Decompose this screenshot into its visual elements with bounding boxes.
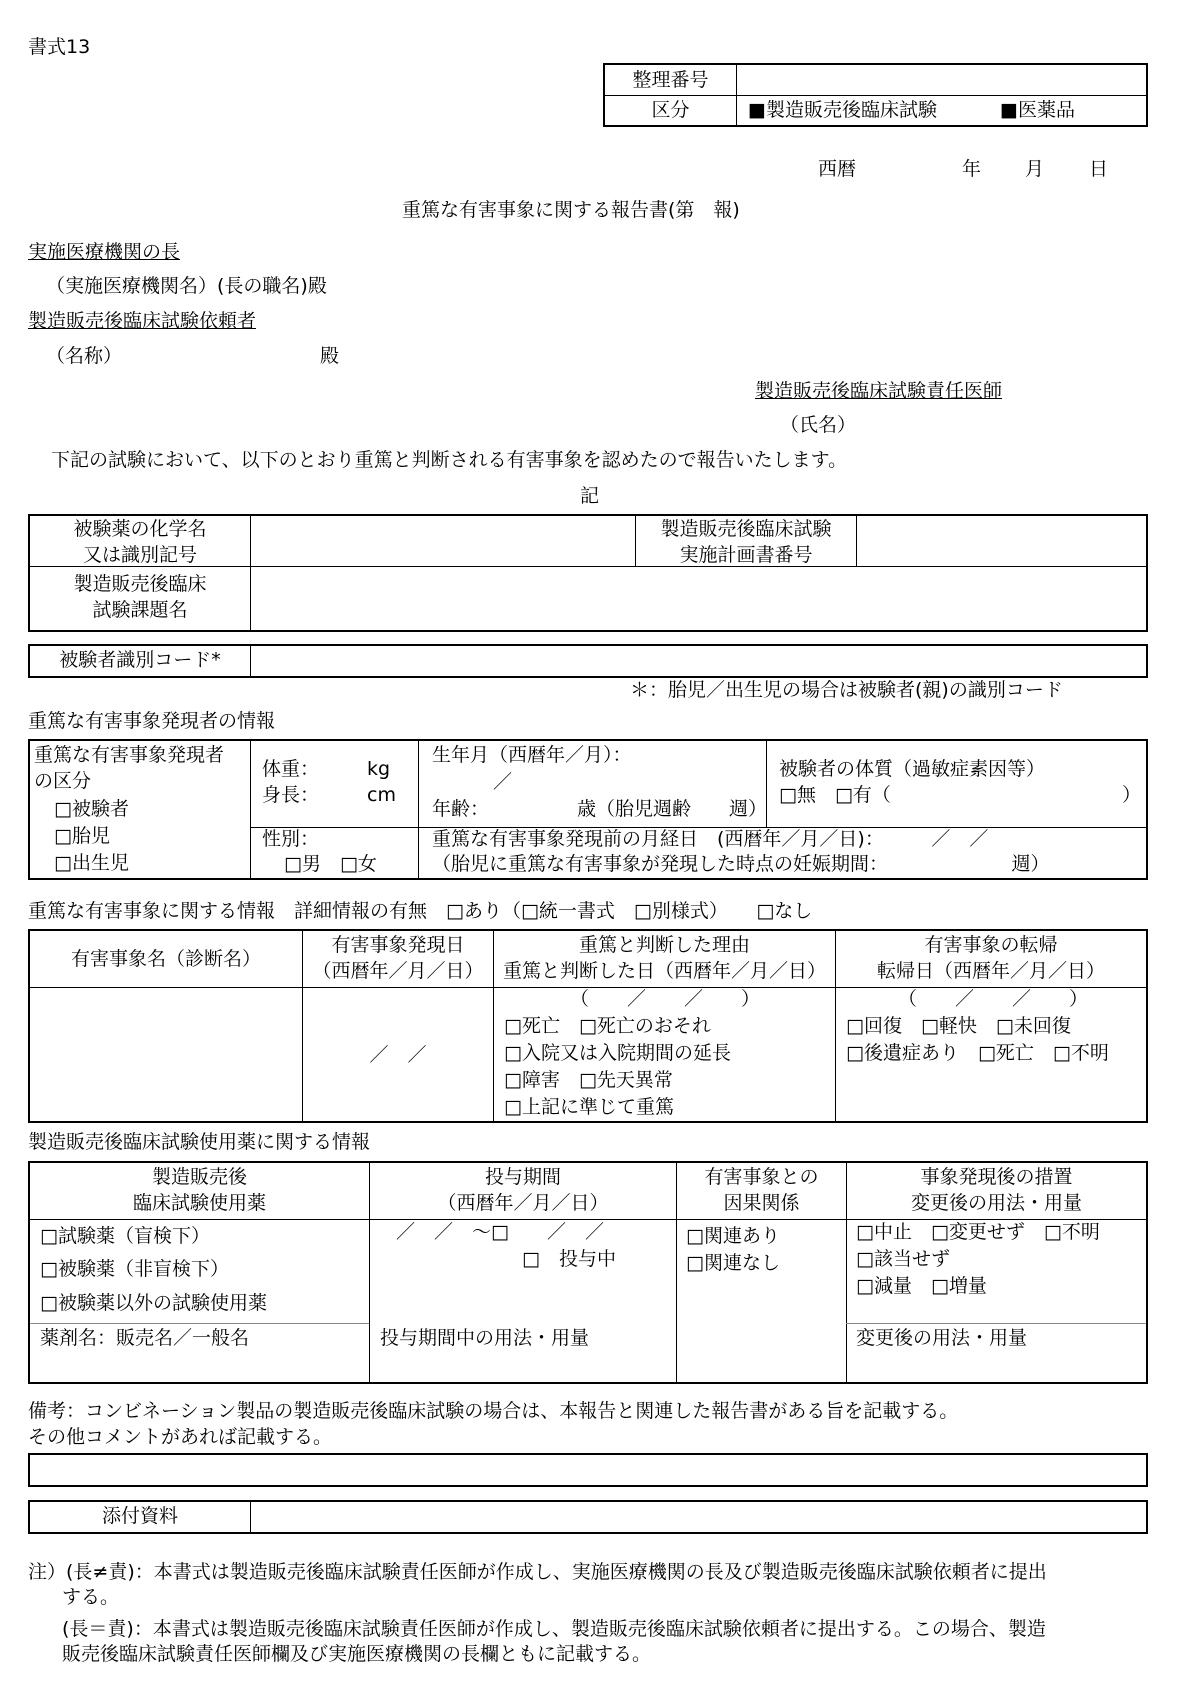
causality-unrelated[interactable]: □関連なし [686,1252,780,1274]
attachment-field[interactable] [252,1503,1144,1531]
drug-type-blinded[interactable]: □試験薬（盲検下） [40,1225,210,1247]
date-month: 月 [1025,158,1045,180]
ref-label: 整理番号 [632,69,709,91]
sex-label: 性別： [262,828,320,850]
action-header: 事象発現後の措置 変更後の用法・用量 [910,1166,1082,1214]
action-options-1[interactable]: □中止 □変更せず □不明 [856,1221,1100,1243]
intro-text: 下記の試験において、以下のとおり重篤と判断される有害事象を認めたので報告いたします。 [51,449,848,471]
birth-slash: ／ [493,771,513,793]
weight-unit: kg [367,758,391,780]
date-era: 西暦 [818,158,857,180]
drug-name-field[interactable] [252,518,632,564]
drug-name-label: 被験薬の化学名 又は識別記号 [73,518,207,566]
reporter-label: 製造販売後臨床試験責任医師 [755,380,1003,402]
attachment-table [28,1500,1148,1534]
reason-disability[interactable]: □障害 □先天異常 [504,1069,673,1091]
constitution-options[interactable]: □無 □有（ [779,784,891,806]
form-number: 書式13 [28,36,91,58]
subject-type-newborn[interactable]: □出生児 [54,852,129,874]
reason-death[interactable]: □死亡 □死亡のおそれ [504,1015,711,1037]
subject-type-fetus[interactable]: □胎児 [54,825,110,847]
subject-type-label: 重篤な有害事象発現者 の区分 [34,744,225,792]
pregnancy-period: （胎児に重篤な有害事象が発現した時点の妊娠期間： 週） [432,853,1050,875]
age-unit: 歳（胎児週齢 週） [577,798,768,820]
subject-code-label: 被験者識別コード* [59,649,221,671]
date-day: 日 [1089,158,1109,180]
ki-mark: 記 [580,485,600,507]
onset-header: 有害事象発現日 （西暦年／月／日） [312,934,484,982]
outcome-header: 有害事象の転帰 転帰日（西暦年／月／日） [876,934,1105,982]
period-ongoing[interactable]: □ 投与中 [522,1248,616,1270]
drug-type-other[interactable]: □被験薬以外の試験使用薬 [40,1292,267,1314]
sponsor-label: 製造販売後臨床試験依頼者 [28,310,257,332]
action-options-3[interactable]: □減量 □増量 [856,1275,987,1297]
remarks-line-2: その他コメントがあれば記載する。 [28,1426,333,1448]
category-value-trial: ■製造販売後臨床試験 [748,99,937,121]
event-name-header: 有害事象名（診断名） [70,948,261,970]
constitution-label: 被験者の体質（過敏症素因等） [779,758,1046,780]
dose-during-label: 投与期間中の用法・用量 [380,1327,590,1349]
subject-code-table [28,644,1148,678]
drug-table [28,1161,1148,1384]
drug-type-open[interactable]: □被験薬（非盲検下） [40,1258,229,1280]
trial-title-field[interactable] [252,568,1144,628]
outcome-options-2[interactable]: □後遺症あり □死亡 □不明 [846,1042,1109,1064]
subject-code-field[interactable] [252,647,1144,675]
period-header: 投与期間 （西暦年／月／日） [437,1166,609,1214]
note-1-cont: する。 [62,1586,120,1608]
protocol-field[interactable] [858,518,1144,564]
drug-name-label: 薬剤名：販売名／一般名 [40,1327,250,1349]
sex-options[interactable]: □男 □女 [284,853,377,875]
trial-drug-header: 製造販売後 臨床試験使用薬 [132,1166,266,1214]
trial-title-label: 製造販売後臨床 試験課題名 [73,573,207,621]
weight-label: 体重： [262,758,320,780]
period-dates: ／ ／ ～□ ／ ／ [396,1221,604,1243]
drug-section-title: 製造販売後臨床試験使用薬に関する情報 [28,1131,371,1153]
causality-header: 有害事象との 因果関係 [704,1166,819,1214]
age-label: 年齢： [432,798,490,820]
head-name: （実施医療機関名）(長の職名)殿 [46,275,327,297]
dose-after-label: 変更後の用法・用量 [856,1327,1028,1349]
remarks-line-1: 備考：コンビネーション製品の製造販売後臨床試験の場合は、本報告と関連した報告書がある旨を記載する。 [28,1400,959,1422]
birth-label: 生年月（西暦年／月）： [432,744,632,766]
category-label: 区分 [651,99,690,121]
outcome-date: （ ／ ／ ） [898,988,1089,1010]
causality-related[interactable]: □関連あり [686,1225,780,1247]
action-options-2[interactable]: □該当せず [856,1248,950,1270]
admin-table [603,63,1148,127]
note-1: 注）(長≠責)：本書式は製造販売後臨床試験責任医師が作成し、実施医療機関の長及び製造販売後臨床試験依頼者に提出 [28,1561,1047,1583]
height-unit: cm [367,784,396,806]
event-section-title: 重篤な有害事象に関する情報 詳細情報の有無 □あり（□統一書式 □別様式） □なし [28,900,813,922]
protocol-label: 製造販売後臨床試験 実施計画書番号 [660,518,832,566]
last-menses: 重篤な有害事象発現前の月経日 (西暦年／月／日)： ／ ／ [432,828,989,850]
category-value-drug: ■医薬品 [1000,99,1075,121]
attachment-label: 添付資料 [101,1505,178,1527]
head-label: 実施医療機関の長 [28,241,181,263]
ref-value[interactable] [738,67,1146,93]
sponsor-dono: 殿 [320,345,340,367]
patient-section-title: 重篤な有害事象発現者の情報 [28,710,276,732]
subject-type-subject[interactable]: □被験者 [54,798,129,820]
note-2: (長＝責)：本書式は製造販売後臨床試験責任医師が作成し、製造販売後臨床試験依頼者に提出する。この場合、製造 [62,1618,1046,1640]
comment-field[interactable] [28,1453,1148,1487]
reason-other[interactable]: □上記に準じて重篤 [504,1096,674,1118]
event-name-field[interactable] [32,989,300,1119]
reason-date: （ ／ ／ ） [570,988,761,1010]
document-title: 重篤な有害事象に関する報告書(第 報) [402,199,740,221]
date-year: 年 [962,158,982,180]
reporter-name: （氏名） [780,414,857,436]
reason-header: 重篤と判断した理由 重篤と判断した日（西暦年／月／日） [502,934,826,982]
height-label: 身長： [262,784,320,806]
event-table [28,929,1148,1123]
outcome-options-1[interactable]: □回復 □軽快 □未回復 [846,1015,1071,1037]
sponsor-name: （名称） [46,345,123,367]
trial-table [28,514,1148,632]
onset-date: ／ ／ [369,1044,427,1066]
subject-code-note: ＊：胎児／出生児の場合は被験者(親)の識別コード [630,679,1063,701]
constitution-close: ） [1122,784,1142,806]
reason-hospitalization[interactable]: □入院又は入院期間の延長 [504,1042,731,1064]
note-2-cont: 販売後臨床試験責任医師欄及び実施医療機関の長欄ともに記載する。 [62,1643,652,1665]
patient-table [28,739,1148,880]
